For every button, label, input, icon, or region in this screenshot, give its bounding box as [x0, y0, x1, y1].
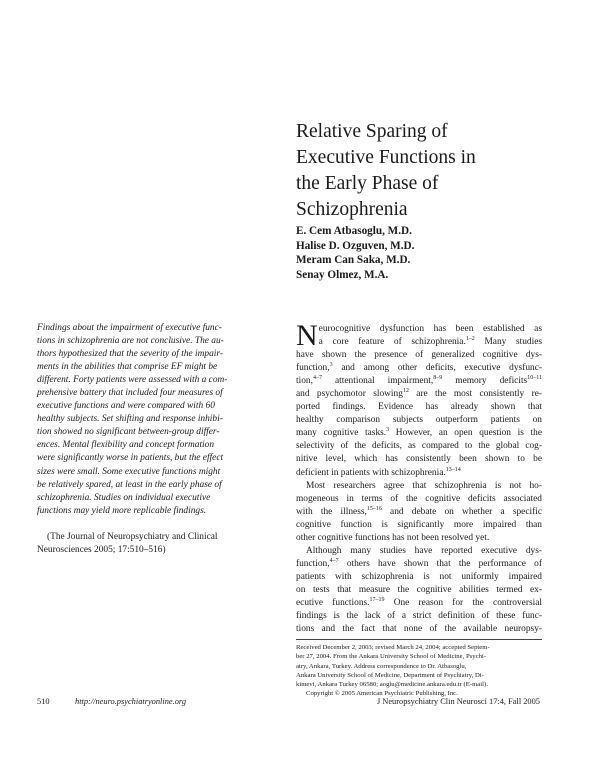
body-text: deficient in patients with schizophrenia. [296, 467, 446, 478]
citation-ref: 3 [329, 362, 333, 369]
journal-reference: J Neuropsychiatry Clin Neurosci 17:4, Fall 2005 [376, 697, 540, 706]
citation-line: Neurosciences 2005; 17:510–516) [37, 545, 166, 556]
body-text: function, [296, 363, 330, 374]
body-line: selectivity of the deficits, as compared to the global cog- [296, 441, 542, 452]
citation-ref: 17–19 [369, 596, 385, 603]
page-number: 510 [37, 697, 50, 706]
body-line: healthy comparison subjects outperform patients on [296, 415, 542, 426]
body-line: Although many studies have reported executive dys- [306, 545, 542, 556]
abstract-line: were significantly worse in patients, but the effect [37, 453, 224, 464]
citation-ref: 4–7 [312, 375, 322, 382]
author: E. Cem Atbasoglu, M.D. [296, 225, 412, 237]
citation-ref: 12 [402, 388, 409, 395]
body-text: tion, [296, 376, 313, 387]
author-list [296, 224, 586, 282]
body-line [296, 336, 542, 349]
citation-ref: 13–14 [445, 466, 461, 473]
body-line: nitive level, which has consistently been shown to be [296, 454, 542, 465]
body-line: on tests that measure the cognitive abilities termed ex- [296, 584, 542, 595]
article-footnote [296, 643, 542, 699]
footnote-line: Copyright © 2005 American Psychiatric Publishing, Inc. [306, 690, 458, 698]
body-line: tions and the fact that none of the available neuropsy- [296, 624, 542, 635]
body-text: a core feature of schizophrenia. [318, 337, 466, 348]
body-text: attentional impairment, [321, 376, 434, 387]
citation-ref: 8–9 [433, 375, 443, 382]
body-text: and debate on whether a specific [381, 506, 542, 517]
footnote-line: ber 27, 2004. From the Ankara University School of Medicine, Psychi- [296, 653, 487, 661]
body-line: eurocognitive dysfunction has been established as [318, 324, 542, 334]
abstract [37, 322, 281, 518]
body-line [296, 427, 542, 440]
author: Meram Can Saka, M.D. [296, 254, 411, 266]
abstract-line: tions in schizophrenia are not conclusive. The au- [37, 336, 224, 347]
body-line: Most researchers agree that schizophrenia is not ho- [306, 480, 542, 491]
journal-url-link[interactable]: http://neuro.psychiatryonline.org [75, 697, 187, 706]
abstract-line: schizophrenia. Studies on individual executive [37, 492, 211, 503]
body-line: findings is the lack of a strict definition of these func- [296, 611, 542, 622]
body-text: One reason for the controversial [384, 597, 542, 608]
body-text: are the most consistently re- [408, 389, 542, 400]
abstract-line: thors hypothesized that the severity of the impair- [37, 349, 223, 360]
body-line [296, 362, 542, 375]
footnote-line: Received December 2, 2003; revised March 24, 2004; accepted Septem- [296, 644, 490, 651]
abstract-line: be relatively spared, at least in the early phase of [37, 479, 222, 490]
body-paragraph-3 [296, 545, 542, 636]
body-text: many cognitive tasks. [296, 428, 387, 439]
body-text: memory deficits [442, 376, 528, 387]
body-line: have shown the presence of generalized cognitive dys- [296, 350, 542, 361]
title-line: the Early Phase of [296, 173, 439, 194]
citation-ref: 3 [386, 427, 390, 434]
body-line: other cognitive functions has not been resolved yet. [296, 532, 490, 543]
body-line [296, 467, 542, 480]
body-text: ecutive functions. [296, 597, 370, 608]
footnote-line: atry, Ankara, Turkey. Address correspondence to Dr. Atbasoglu, [296, 662, 467, 670]
article-title [296, 119, 586, 223]
citation-ref: 15–16 [366, 505, 382, 512]
abstract-line: executive functions and were compared with 60 [37, 401, 215, 412]
citation-line: (The Journal of Neuropsychiatry and Clinical [47, 532, 218, 542]
title-line: Schizophrenia [296, 199, 408, 220]
article-body [296, 319, 543, 636]
abstract-line: tion showed no significant between-group differ- [37, 427, 220, 438]
body-line: ported findings. Evidence has already shown that [296, 402, 542, 413]
title-line: Executive Functions in [296, 147, 476, 168]
body-text: others have shown that the performance of [338, 558, 542, 569]
abstract-line: functions may yield more replicable findings. [37, 505, 207, 516]
footnote-line: kimevi, Ankara Turkey 06580; aoglu@medicine.ankara.edu.tr (E-mail). [296, 681, 488, 689]
body-paragraph-2 [296, 480, 542, 545]
abstract-line: healthy subjects. Set shifting and response inhibi- [37, 414, 223, 425]
body-line [296, 375, 542, 388]
abstract-line: ments in the abilities that comprise EF might be [37, 362, 218, 373]
abstract-line: different. Forty patients were assessed with a com- [37, 375, 228, 386]
body-line [296, 506, 542, 519]
body-text: with the illness, [296, 506, 367, 517]
body-line [296, 558, 542, 571]
abstract-line: Findings about the impairment of executive func- [37, 323, 222, 333]
title-line: Relative Sparing of [296, 121, 448, 142]
abstract-line: prehensive battery that included four measures of [37, 388, 223, 399]
body-text: function, [296, 558, 330, 569]
journal-citation [37, 531, 281, 557]
body-line [296, 388, 542, 401]
drop-cap: N [296, 319, 318, 352]
citation-ref: 10–11 [527, 375, 542, 382]
body-text: and psychomotor slowing [296, 389, 403, 400]
citation-ref: 1–2 [465, 336, 475, 343]
author: Senay Olmez, M.A. [296, 268, 389, 281]
footnote-divider [296, 639, 542, 640]
body-text: and among other deficits, executive dysfunc- [332, 363, 542, 374]
footnote-line: Ankara University School of Medicine, Department of Psychiatry, Di- [296, 671, 484, 679]
body-text: However, an open question is the [389, 428, 542, 439]
body-line [296, 597, 542, 610]
body-line: mogeneous in terms of the cognitive deficits associated [296, 493, 542, 504]
abstract-line: sizes were small. Some executive functions might [37, 466, 221, 477]
citation-ref: 4–7 [329, 557, 339, 564]
body-line: patients with schizophrenia is not uniformly impaired [296, 571, 542, 582]
abstract-line: ences. Mental flexibility and concept formation [37, 440, 215, 451]
body-paragraph-1 [296, 319, 543, 480]
body-text: Many studies [474, 337, 543, 348]
body-line: cognitive function is significantly more impaired than [296, 519, 542, 530]
author: Halise D. Ozguven, M.D. [296, 239, 415, 252]
